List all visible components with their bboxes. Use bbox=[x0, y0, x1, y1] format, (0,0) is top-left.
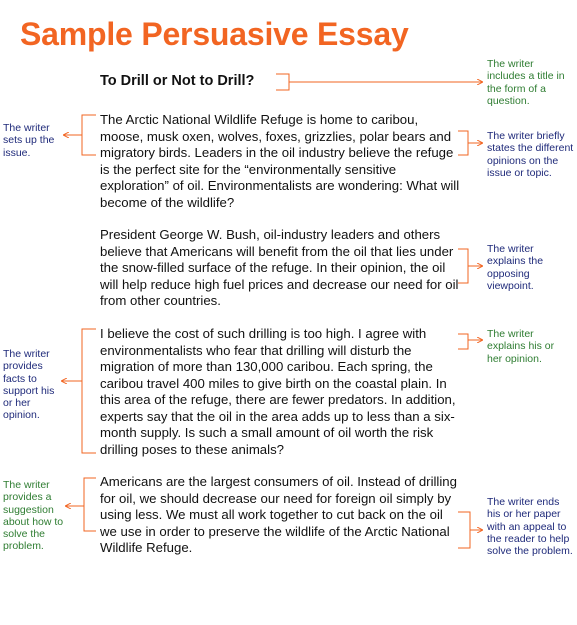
bracket-ends bbox=[458, 512, 470, 548]
bracket-title bbox=[276, 74, 289, 90]
note-title: The writer includes a title in the form of a question. bbox=[487, 58, 565, 107]
essay-paragraph-4: Americans are the largest consumers of oil. Instead of drilling for oil, we should decrease our need for foreign oil simply by using less. We must all work together to cut back on the oil we use in order to preserve the wildlife of the Arctic National Wildlife Refuge. bbox=[100, 474, 457, 555]
note-issue: The writer sets up the issue. bbox=[3, 122, 55, 159]
essay-paragraph-3: I believe the cost of such drilling is too high. I agree with environmentalists who fear that drilling will disturb the migration of more than 130,000 caribou. Each spring, the caribou travel 400 miles to give birth on the coastal plain. In this area of the refuge, there are fewer predators. In addition, experts say that the oil in the area adds up to less than a six-month supply. Is such a small amount of oil worth the risk drilling poses to these animals? bbox=[100, 326, 456, 457]
note-suggestion: The writer provides a suggestion about how to solve the problem. bbox=[3, 479, 64, 553]
page-title: Sample Persuasive Essay bbox=[20, 16, 409, 52]
note-opposing: The writer explains the opposing viewpoint. bbox=[487, 243, 544, 292]
bracket-facts bbox=[82, 329, 96, 453]
essay-title: To Drill or Not to Drill? bbox=[100, 73, 255, 89]
note-opinions: The writer briefly states the different opinions on the issue or topic. bbox=[487, 130, 574, 179]
bracket-opinions bbox=[458, 131, 468, 155]
note-opinion: The writer explains his or her opinion. bbox=[487, 328, 555, 365]
bracket-opinion bbox=[458, 334, 468, 349]
bracket-issue bbox=[82, 115, 96, 155]
bracket-suggestion bbox=[84, 478, 96, 531]
bracket-opposing bbox=[458, 249, 468, 283]
essay-paragraph-2: President George W. Bush, oil-industry leaders and others believe that Americans will benefit from the oil that lies under the snow-filled surface of the refuge. In their opinion, the oil will help reduce high fuel prices and decrease our need for oil from other countries. bbox=[100, 227, 459, 308]
essay-paragraph-1: The Arctic National Wildlife Refuge is home to caribou, moose, musk oxen, wolves, foxes, grizzlies, polar bears and migratory birds. Leaders in the oil industry believe the refuge is the perfect site for the “environmentally sensitive exploration” of oil. Environmentalists are wondering: What will become of the wildlife? bbox=[100, 112, 460, 210]
note-facts: The writer provides facts to support his or her opinion. bbox=[3, 348, 55, 422]
note-ends: The writer ends his or her paper with an appeal to the reader to help solve the problem. bbox=[487, 496, 573, 558]
